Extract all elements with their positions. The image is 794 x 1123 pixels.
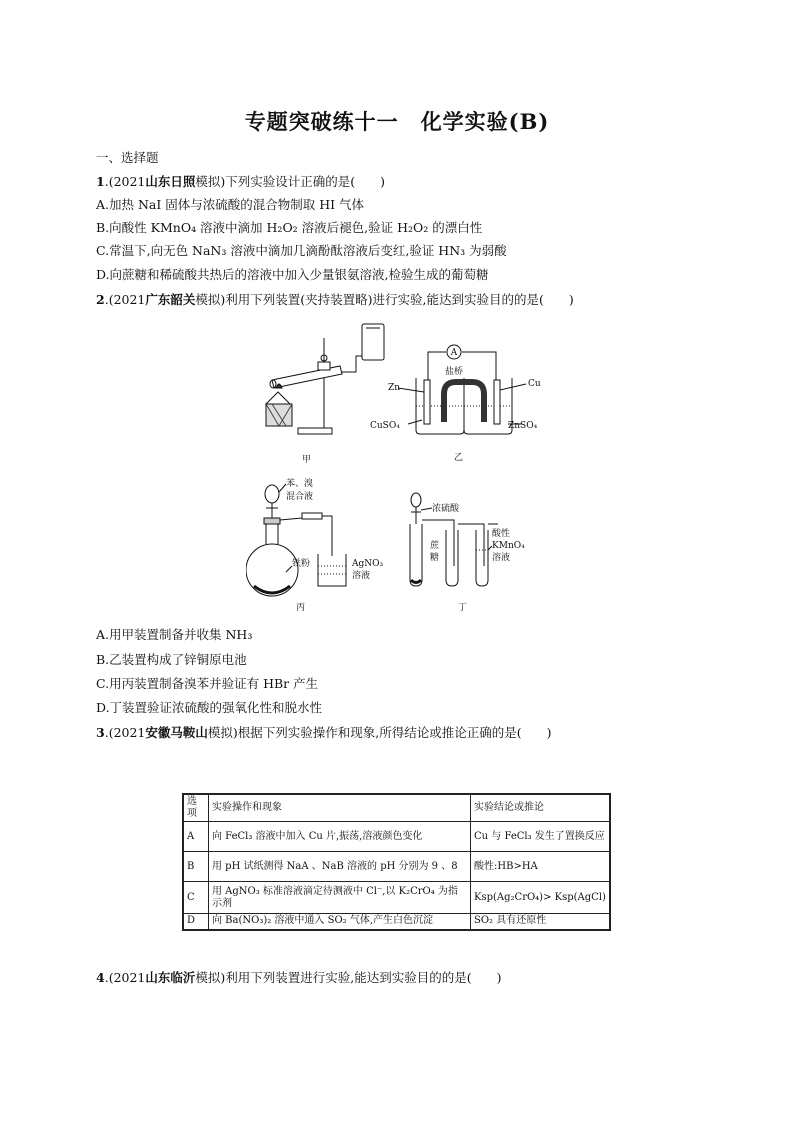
q2-source: (2021 <box>108 292 146 307</box>
q2-option-a: A.用甲装置制备并收集 NH₃ <box>96 627 253 642</box>
table-row <box>183 882 610 914</box>
row-c-operation: 用 AgNO₃ 标准溶液滴定待测液中 Cl⁻,以 K₂CrO₄ 为指示剂 <box>209 882 471 914</box>
q4-place: 山东临沂 <box>145 970 196 985</box>
q1-option-b: B.向酸性 KMnO₄ 溶液中滴加 H₂O₂ 溶液后褪色,验证 H₂O₂ 的漂白性 <box>96 220 483 235</box>
q4-stem-text: 模拟)利用下列装置进行实验,能达到实验目的的是( ) <box>195 970 502 985</box>
label-ding: 丁 <box>458 603 468 613</box>
q1-option-c: C.常温下,向无色 NaN₃ 溶液中滴加几滴酚酞溶液后变红,验证 HN₃ 为弱酸 <box>96 243 507 258</box>
cu-label: Cu <box>528 379 541 389</box>
q3-table <box>182 793 611 931</box>
benzene-label-1: 苯、溴 <box>286 479 314 489</box>
header-conclusion: 实验结论或推论 <box>471 794 611 822</box>
q3-stem-text: 模拟)根据下列实验操作和现象,所得结论或推论正确的是( ) <box>207 725 552 740</box>
page-title <box>0 106 794 136</box>
q3-source: (2021 <box>108 725 146 740</box>
salt-bridge-label: 盐桥 <box>444 367 464 377</box>
row-b-operation: 用 pH 试纸测得 NaA 、NaB 溶液的 pH 分别为 9 、8 <box>209 852 471 882</box>
q2-option-c: C.用丙装置制备溴苯并验证有 HBr 产生 <box>96 676 319 691</box>
q3-place: 安徽马鞍山 <box>145 725 208 740</box>
row-a-operation: 向 FeCl₃ 溶液中加入 Cu 片,振荡,溶液颜色变化 <box>209 822 471 852</box>
table-row <box>183 852 610 882</box>
zn-label: Zn <box>388 383 401 393</box>
h2so4-label: 浓硫酸 <box>432 504 460 514</box>
q2-number: 2 <box>96 292 105 307</box>
agno3-label-1: AgNO₃ <box>352 559 384 569</box>
row-c-option: C <box>183 882 209 914</box>
row-a-conclusion: Cu 与 FeCl₃ 发生了置换反应 <box>471 822 611 852</box>
q2-stem-text: 模拟)利用下列装置(夹持装置略)进行实验,能达到实验目的的是( ) <box>195 292 574 307</box>
q1-option-d: D.向蔗糖和稀硫酸共热后的溶液中加入少量银氨溶液,检验生成的葡萄糖 <box>96 267 489 282</box>
title-main: 专题突破练十一 <box>244 109 399 134</box>
q1-stem: 1.(2021山东日照模拟)下列实验设计正确的是( ) <box>96 174 386 189</box>
header-option: 选项 <box>183 794 209 822</box>
table-row <box>183 914 610 930</box>
q2-option-b: B.乙装置构成了锌铜原电池 <box>96 652 247 667</box>
row-b-conclusion: 酸性:HB>HA <box>471 852 611 882</box>
iron-label: 铁粉 <box>292 559 311 569</box>
table-row <box>183 822 610 852</box>
row-d-conclusion: SO₂ 具有还原性 <box>471 914 611 930</box>
q1-number: 1 <box>96 174 105 189</box>
row-a-option: A <box>183 822 209 852</box>
q4-source: (2021 <box>108 970 146 985</box>
row-c-conclusion: Ksp(Ag₂CrO₄)> Ksp(AgCl) <box>471 882 611 914</box>
q4-number: 4 <box>96 970 105 985</box>
title-sub: 化学实验(B) <box>420 109 550 134</box>
kmno4-label-2: KMnO₄ <box>492 541 525 551</box>
q1-place: 山东日照 <box>145 174 196 189</box>
table-header-row <box>183 794 610 822</box>
row-b-option: B <box>183 852 209 882</box>
label-bing: 丙 <box>296 603 306 613</box>
label-jia: 甲 <box>302 455 312 465</box>
kmno4-label-1: 酸性 <box>492 529 511 539</box>
apparatus-bing <box>246 474 396 614</box>
q1-option-a: A.加热 NaI 固体与浓硫酸的混合物制取 HI 气体 <box>96 197 365 212</box>
sucrose-label-2: 糖 <box>430 553 440 563</box>
label-yi: 乙 <box>454 453 464 463</box>
q3-stem: 3.(2021安徽马鞍山模拟)根据下列实验操作和现象,所得结论或推论正确的是( ) <box>96 725 552 740</box>
sucrose-label-1: 蔗 <box>430 541 440 551</box>
section-heading: 一、选择题 <box>96 150 159 165</box>
row-d-option: D <box>183 914 209 930</box>
agno3-label-2: 溶液 <box>352 571 371 581</box>
q1-stem-text: 模拟)下列实验设计正确的是( ) <box>195 174 386 189</box>
header-operation: 实验操作和现象 <box>209 794 471 822</box>
ammeter-label: A <box>450 348 458 358</box>
cuso4-label: CuSO₄ <box>370 421 400 431</box>
benzene-label-2: 混合液 <box>286 492 314 502</box>
row-d-operation: 向 Ba(NO₃)₂ 溶液中通入 SO₂ 气体,产生白色沉淀 <box>209 914 471 930</box>
q2-option-d: D.丁装置验证浓硫酸的强氧化性和脱水性 <box>96 700 323 715</box>
q2-stem: 2.(2021广东韶关模拟)利用下列装置(夹持装置略)进行实验,能达到实验目的的是( ) <box>96 292 574 307</box>
q4-stem: 4.(2021山东临沂模拟)利用下列装置进行实验,能达到实验目的的是( ) <box>96 970 502 985</box>
znso4-label: ZnSO₄ <box>508 421 538 431</box>
apparatus-ding <box>402 486 548 614</box>
q1-source: (2021 <box>108 174 146 189</box>
q2-place: 广东韶关 <box>145 292 196 307</box>
q3-number: 3 <box>96 725 105 740</box>
kmno4-label-3: 溶液 <box>492 553 511 563</box>
apparatus-yi <box>368 342 548 468</box>
